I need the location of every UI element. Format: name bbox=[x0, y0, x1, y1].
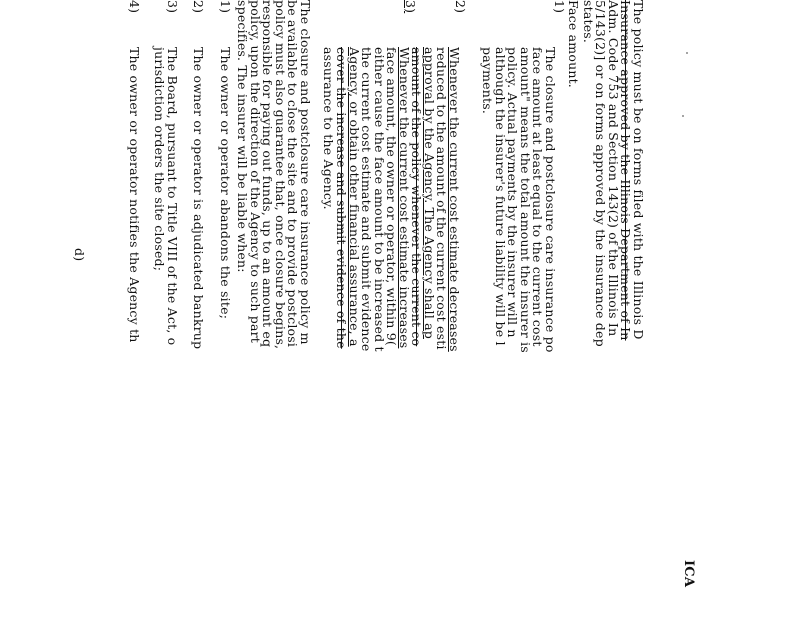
item-line: either cause the face amount to be increased t bbox=[371, 47, 387, 352]
item-3-text bbox=[322, 47, 410, 352]
item-number: 3) bbox=[403, 0, 418, 14]
item-1-text bbox=[480, 47, 556, 353]
item-line: Whenever the current cost estimate increases bbox=[397, 47, 412, 349]
item-line: amount" means the total amount the insurer is bbox=[517, 47, 533, 353]
closure-paragraph bbox=[235, 0, 311, 349]
condition-text-continued: jurisdiction orders the site closed; bbox=[152, 47, 167, 272]
closure-line: responsible for paying out funds, up to an amount eq bbox=[260, 0, 276, 348]
item-line: assurance to the Agency. bbox=[321, 47, 337, 210]
item-number: 2) bbox=[453, 0, 468, 14]
closure-line: policy, upon the direction of the Agency to such part bbox=[247, 0, 263, 344]
item-line: approval by the Agency. The Agency shall ap bbox=[421, 47, 437, 339]
subsection-label: d) bbox=[72, 248, 87, 262]
intro-line: The policy must be on forms filed with the Illinois D bbox=[631, 0, 646, 340]
closure-line: be available to close the site and to provide postclosi bbox=[285, 0, 301, 348]
item-line: face amount, the owner or operator, within 9( bbox=[384, 47, 400, 346]
condition-number: 1) bbox=[218, 0, 233, 14]
intro-line: Adm. Code 753 and Section 143(2) of the Illinois In bbox=[605, 0, 621, 337]
item-line: amount of the policy whenever the current co bbox=[409, 47, 425, 347]
item-line: cover the increase and submit evidence of the bbox=[334, 47, 350, 349]
condition-number: 2) bbox=[191, 0, 206, 14]
item-line: policy. Actual payments by the insurer will n bbox=[505, 47, 521, 338]
item-line: reduced to the amount of the current cost esti bbox=[434, 47, 450, 350]
item-line: Agency, or obtain other financial assurance, a bbox=[346, 47, 362, 347]
item-line: payments. bbox=[480, 47, 496, 115]
intro-paragraph bbox=[581, 0, 644, 347]
condition-number: 4) bbox=[127, 0, 142, 14]
item-line: face amount at least equal to the current cost bbox=[530, 47, 546, 347]
condition-text: The owner or operator is adjudicated bankrup bbox=[191, 47, 206, 350]
condition-number: 3) bbox=[165, 0, 180, 14]
item-line: the current cost estimate and submit evidence bbox=[359, 47, 375, 352]
condition-text: The owner or operator notifies the Agency th bbox=[127, 47, 142, 343]
item-line: although the insurer's future liability will be l bbox=[492, 47, 508, 346]
item-number: 1) bbox=[552, 0, 567, 14]
item-line: Whenever the current cost estimate decreases bbox=[447, 47, 462, 352]
item-2-text bbox=[410, 47, 460, 352]
condition-text: The owner or operator abandons the site; bbox=[218, 47, 233, 320]
closure-line: The closure and postclosure care insurance policy m bbox=[298, 0, 313, 345]
face-amount-heading: Face amount. bbox=[566, 0, 581, 88]
intro-line: Insurance approved by the Illinois Department of In bbox=[618, 0, 634, 341]
intro-line: states. bbox=[580, 0, 596, 44]
item-line: The closure and postclosure care insurance po bbox=[543, 47, 558, 353]
condition-text: The Board, pursuant to Title VIII of the Act, o bbox=[165, 47, 180, 346]
intro-line: 5/143(2)] or on forms approved by the insurance dep bbox=[593, 0, 609, 347]
closure-line: specifies. The insurer will be liable when: bbox=[235, 0, 251, 273]
closure-line: policy must also guarantee that, once closure begins, bbox=[272, 0, 288, 350]
page-code: ICA bbox=[681, 560, 696, 588]
